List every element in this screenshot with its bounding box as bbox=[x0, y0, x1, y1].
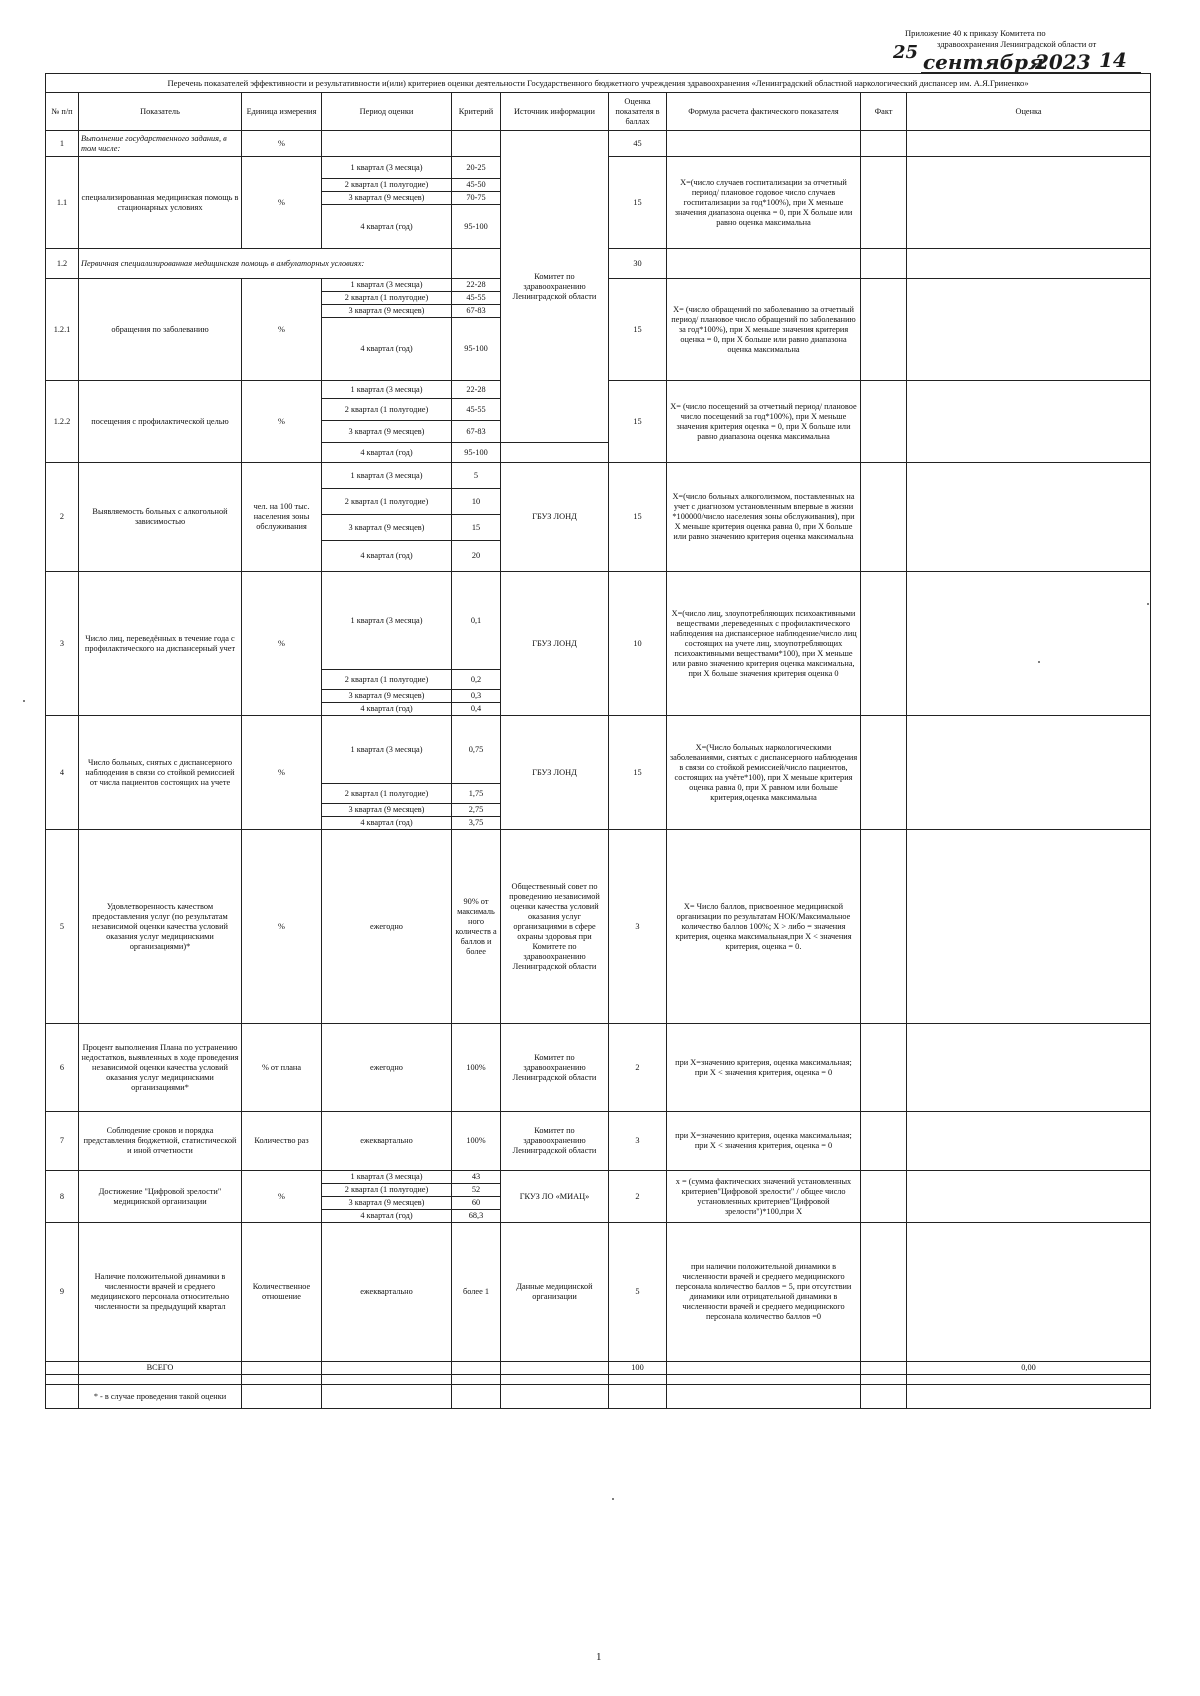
period-cell: 4 квартал (год) bbox=[322, 318, 452, 381]
row-points: 15 bbox=[609, 463, 667, 572]
page-number: 1 bbox=[596, 1651, 602, 1663]
row-points: 15 bbox=[609, 716, 667, 830]
period-cell: 1 квартал (3 месяца) bbox=[322, 716, 452, 784]
criterion-cell: 45-55 bbox=[452, 292, 501, 305]
period-cell: 2 квартал (1 полугодие) bbox=[322, 670, 452, 690]
header-fact: Факт bbox=[861, 93, 907, 131]
annex-line-2: здравоохранения Ленинградской области от bbox=[937, 39, 1097, 49]
row-formula: Х= (число обращений по заболеванию за отчетный период/ плановое число обращений по заболеванию за год*100%), при Х меньше значения критерия оценка = 0, при Х больше или равно диапазона оценка максимальна bbox=[667, 279, 861, 381]
row-unit: % bbox=[242, 830, 322, 1024]
row-indicator: Удовлетворенность качеством предоставления услуг (по результатам независимой оценки качества условий оказания услуг медицинскими организациями)* bbox=[79, 830, 242, 1024]
criterion-cell: 100% bbox=[452, 1024, 501, 1112]
row-num: 2 bbox=[46, 463, 79, 572]
row-source: Данные медицинской организации bbox=[501, 1223, 609, 1362]
row-num: 1 bbox=[46, 131, 79, 157]
criterion-cell: 0,75 bbox=[452, 716, 501, 784]
row-source: Комитет по здравоохранению Ленинградской области bbox=[501, 131, 609, 443]
period-cell: ежеквартально bbox=[322, 1223, 452, 1362]
total-score: 0,00 bbox=[907, 1362, 1151, 1375]
row-indicator: Число больных, снятых с диспансерного наблюдения в связи со стойкой ремиссией от числа пациентов состоящих на учете bbox=[79, 716, 242, 830]
table-title: Перечень показателей эффективности и результативности и(или) критериев оценки деятельности Государственного бюджетного учреждения здравоохранения «Ленинградский областной наркологический диспансер им. А.Я.Гриненко» bbox=[46, 74, 1151, 93]
criterion-cell: 15 bbox=[452, 515, 501, 541]
row-points: 2 bbox=[609, 1024, 667, 1112]
period-cell: 3 квартал (9 месяцев) bbox=[322, 305, 452, 318]
table-row bbox=[46, 463, 1151, 489]
period-cell: 1 квартал (3 месяца) bbox=[322, 279, 452, 292]
row-points: 45 bbox=[609, 131, 667, 157]
row-unit: % от плана bbox=[242, 1024, 322, 1112]
row-indicator: Наличие положительной динамики в численности врачей и среднего медицинского персонала относительно численности за предыдущий квартал bbox=[79, 1223, 242, 1362]
footnote: * - в случае проведения такой оценки bbox=[79, 1385, 242, 1409]
table-row bbox=[46, 1223, 1151, 1362]
row-points: 30 bbox=[609, 249, 667, 279]
row-unit: % bbox=[242, 381, 322, 463]
criterion-cell: 100% bbox=[452, 1112, 501, 1171]
period-cell: 2 квартал (1 полугодие) bbox=[322, 1184, 452, 1197]
criterion-cell: 45-55 bbox=[452, 399, 501, 421]
footnote-row bbox=[46, 1385, 1151, 1409]
period-cell: 2 квартал (1 полугодие) bbox=[322, 399, 452, 421]
header-num: № п/п bbox=[46, 93, 79, 131]
row-points: 3 bbox=[609, 1112, 667, 1171]
scan-speck bbox=[1147, 603, 1149, 605]
period-cell: 3 квартал (9 месяцев) bbox=[322, 515, 452, 541]
period-cell: 3 квартал (9 месяцев) bbox=[322, 192, 452, 205]
criterion-cell: 60 bbox=[452, 1197, 501, 1210]
period-cell: 4 квартал (год) bbox=[322, 817, 452, 830]
header-score: Оценка bbox=[907, 93, 1151, 131]
row-source: ГКУЗ ЛО «МИАЦ» bbox=[501, 1171, 609, 1223]
criterion-cell: 22-28 bbox=[452, 279, 501, 292]
criterion-cell: 5 bbox=[452, 463, 501, 489]
row-formula: Х= (число посещений за отчетный период/ плановое число посещений за год*100%), при Х меньше значения критерия оценка = 0, при Х больше или равно диапазона оценка максимальна bbox=[667, 381, 861, 463]
row-unit: % bbox=[242, 131, 322, 157]
row-unit: Количество раз bbox=[242, 1112, 322, 1171]
period-cell: 1 квартал (3 месяца) bbox=[322, 463, 452, 489]
row-indicator: Процент выполнения Плана по устранению недостатков, выявленных в ходе проведения независимой оценки качества условий оказания услуг медицинскими организациями* bbox=[79, 1024, 242, 1112]
criterion-cell: 95-100 bbox=[452, 205, 501, 249]
indicators-table bbox=[45, 73, 1151, 1409]
criterion-cell: 68,3 bbox=[452, 1210, 501, 1223]
header-period: Период оценки bbox=[322, 93, 452, 131]
period-cell: 1 квартал (3 месяца) bbox=[322, 572, 452, 670]
table-row bbox=[46, 572, 1151, 670]
table-title-row bbox=[46, 74, 1151, 93]
header-points: Оценка показателя в баллах bbox=[609, 93, 667, 131]
row-num: 8 bbox=[46, 1171, 79, 1223]
row-formula: Х=(число больных алкоголизмом, поставленных на учет с диагнозом установленным впервые в жизни *100000/число населения зоны обслуживания), при Х меньше критерия оценка равна 0, при Х больше или равно значению критерия оценка максимальна bbox=[667, 463, 861, 572]
period-cell: 2 квартал (1 полугодие) bbox=[322, 784, 452, 804]
period-cell: 4 квартал (год) bbox=[322, 1210, 452, 1223]
row-indicator: Соблюдение сроков и порядка представления бюджетной, статистической и иной отчетности bbox=[79, 1112, 242, 1171]
period-cell: 2 квартал (1 полугодие) bbox=[322, 179, 452, 192]
header-row bbox=[46, 93, 1151, 131]
criterion-cell: 67-83 bbox=[452, 421, 501, 443]
row-points: 15 bbox=[609, 157, 667, 249]
row-source: Общественный совет по проведению независимой оценки качества условий оказания услуг организациями в сфере охраны здоровья при Комитете по здравоохранению Ленинградской области bbox=[501, 830, 609, 1024]
row-num: 1.2.1 bbox=[46, 279, 79, 381]
table-row bbox=[46, 1112, 1151, 1171]
row-indicator: Число лиц, переведённых в течение года с профилактического на диспансерный учет bbox=[79, 572, 242, 716]
row-formula: х = (сумма фактических значений установленных критериев"Цифровой зрелости" / общее число установленных критериев"Цифровой зрелости")*100,при Х bbox=[667, 1171, 861, 1223]
criterion-cell: 52 bbox=[452, 1184, 501, 1197]
row-num: 1.2 bbox=[46, 249, 79, 279]
criterion-cell: 10 bbox=[452, 489, 501, 515]
row-unit: % bbox=[242, 716, 322, 830]
row-formula: Х=(Число больных наркологическими заболеваниями, снятых с диспансерного наблюдения в связи со стойкой ремиссией/число пациентов, состоящих на учёте*100), при Х меньше критерия оценка равна 0, при Х равном или больше критерия,оценка максимальна bbox=[667, 716, 861, 830]
criterion-cell: 0,3 bbox=[452, 690, 501, 703]
table-row bbox=[46, 1024, 1151, 1112]
annex-header bbox=[905, 28, 1145, 50]
criterion-cell: 0,4 bbox=[452, 703, 501, 716]
criterion-cell: 90% от максималь ного количеств а баллов и более bbox=[452, 830, 501, 1024]
table-row bbox=[46, 716, 1151, 784]
row-source: ГБУЗ ЛОНД bbox=[501, 463, 609, 572]
sign-day: 25 bbox=[893, 42, 919, 63]
criterion-cell: 2,75 bbox=[452, 804, 501, 817]
row-num: 9 bbox=[46, 1223, 79, 1362]
row-indicator: специализированная медицинская помощь в стационарных условиях bbox=[79, 157, 242, 249]
criterion-cell: более 1 bbox=[452, 1223, 501, 1362]
criterion-cell: 20-25 bbox=[452, 157, 501, 179]
period-cell: 2 квартал (1 полугодие) bbox=[322, 489, 452, 515]
criterion-cell: 0,2 bbox=[452, 670, 501, 690]
table-row bbox=[46, 131, 1151, 157]
row-points: 3 bbox=[609, 830, 667, 1024]
criterion-cell: 95-100 bbox=[452, 443, 501, 463]
row-unit: % bbox=[242, 572, 322, 716]
sign-year: 2023 bbox=[1035, 50, 1091, 74]
row-points: 5 bbox=[609, 1223, 667, 1362]
period-cell: 1 квартал (3 месяца) bbox=[322, 157, 452, 179]
period-cell: ежеквартально bbox=[322, 1112, 452, 1171]
row-formula: Х=(число случаев госпитализации за отчетный период/ плановое годовое число случаев госпитализации за год*100%), при Х меньше значения диапазона оценка = 0, при Х больше или равно оценка максимальна bbox=[667, 157, 861, 249]
period-cell: 4 квартал (год) bbox=[322, 541, 452, 572]
row-indicator: посещения с профилактической целью bbox=[79, 381, 242, 463]
scan-speck bbox=[1038, 661, 1040, 663]
period-cell: 3 квартал (9 месяцев) bbox=[322, 1197, 452, 1210]
row-num: 3 bbox=[46, 572, 79, 716]
row-unit: % bbox=[242, 1171, 322, 1223]
row-points: 2 bbox=[609, 1171, 667, 1223]
period-cell: 4 квартал (год) bbox=[322, 703, 452, 716]
row-unit: % bbox=[242, 279, 322, 381]
row-unit: Количественное отношение bbox=[242, 1223, 322, 1362]
total-points: 100 bbox=[609, 1362, 667, 1375]
period-cell: 2 квартал (1 полугодие) bbox=[322, 292, 452, 305]
total-row bbox=[46, 1362, 1151, 1375]
criterion-cell: 1,75 bbox=[452, 784, 501, 804]
row-num: 5 bbox=[46, 830, 79, 1024]
row-formula: Х=(число лиц, злоупотребляющих психоактивными веществами ,переведенных с профилактического наблюдения на диспансерное наблюдение/число лиц состоящих на учете лиц, злоупотребляющих психоактивными веществами*100), при Х меньше или равно значению критерия оценка максимальна, при Х больше значения критерия оценка 0 bbox=[667, 572, 861, 716]
table-row bbox=[46, 1171, 1151, 1184]
row-source: Комитет по здравоохранению Ленинградской области bbox=[501, 1112, 609, 1171]
row-points: 10 bbox=[609, 572, 667, 716]
criterion-cell: 95-100 bbox=[452, 318, 501, 381]
criterion-cell: 45-50 bbox=[452, 179, 501, 192]
row-num: 1.1 bbox=[46, 157, 79, 249]
sign-number: 14 bbox=[1099, 48, 1127, 72]
row-points: 15 bbox=[609, 381, 667, 463]
criterion-cell: 70-75 bbox=[452, 192, 501, 205]
table-row bbox=[46, 830, 1151, 1024]
header-indicator: Показатель bbox=[79, 93, 242, 131]
row-source: ГБУЗ ЛОНД bbox=[501, 716, 609, 830]
period-cell: 3 квартал (9 месяцев) bbox=[322, 690, 452, 703]
header-unit: Единица измерения bbox=[242, 93, 322, 131]
period-cell: ежегодно bbox=[322, 830, 452, 1024]
scan-speck bbox=[23, 700, 25, 702]
row-formula: Х= Число баллов, присвоенное медицинской организации по результатам НОК/Максимальное количество баллов 100%; Х > либо = значения критерия, оценка максимальная,при Х < значения критерия, оценка = 0. bbox=[667, 830, 861, 1024]
row-source: ГБУЗ ЛОНД bbox=[501, 572, 609, 716]
row-formula: при наличии положительной динамики в численности врачей и среднего медицинского персонала количество баллов = 5, при отсутствии динамики или отрицательной динамики в численности врачей и среднего медицинского персонала количество баллов =0 bbox=[667, 1223, 861, 1362]
annex-line-1: Приложение 40 к приказу Комитета по bbox=[905, 28, 1046, 38]
period-cell: 4 квартал (год) bbox=[322, 205, 452, 249]
row-indicator: Выявляемость больных с алкогольной зависимостью bbox=[79, 463, 242, 572]
period-cell: 1 квартал (3 месяца) bbox=[322, 1171, 452, 1184]
sign-month: сентября bbox=[923, 50, 1044, 74]
header-source: Источник информации bbox=[501, 93, 609, 131]
period-cell: ежегодно bbox=[322, 1024, 452, 1112]
row-points: 15 bbox=[609, 279, 667, 381]
criterion-cell: 3,75 bbox=[452, 817, 501, 830]
row-num: 4 bbox=[46, 716, 79, 830]
row-formula: при Х=значению критерия, оценка максимальная; при Х < значения критерия, оценка = 0 bbox=[667, 1024, 861, 1112]
row-indicator: Выполнение государственного задания, в том числе: bbox=[79, 131, 242, 157]
criterion-cell: 67-83 bbox=[452, 305, 501, 318]
header-formula: Формула расчета фактического показателя bbox=[667, 93, 861, 131]
header-criterion: Критерий bbox=[452, 93, 501, 131]
row-num: 7 bbox=[46, 1112, 79, 1171]
total-label: ВСЕГО bbox=[79, 1362, 242, 1375]
period-cell: 1 квартал (3 месяца) bbox=[322, 381, 452, 399]
period-cell: 3 квартал (9 месяцев) bbox=[322, 804, 452, 817]
row-indicator: Достижение "Цифровой зрелости" медицинской организации bbox=[79, 1171, 242, 1223]
row-formula: при Х=значению критерия, оценка максимальная; при Х < значения критерия, оценка = 0 bbox=[667, 1112, 861, 1171]
row-num: 6 bbox=[46, 1024, 79, 1112]
row-unit: чел. на 100 тыс. населения зоны обслуживания bbox=[242, 463, 322, 572]
period-cell: 3 квартал (9 месяцев) bbox=[322, 421, 452, 443]
row-num: 1.2.2 bbox=[46, 381, 79, 463]
scan-speck bbox=[612, 1498, 614, 1500]
criterion-cell: 20 bbox=[452, 541, 501, 572]
criterion-cell: 0,1 bbox=[452, 572, 501, 670]
row-source: Комитет по здравоохранению Ленинградской области bbox=[501, 1024, 609, 1112]
spacer-row bbox=[46, 1375, 1151, 1385]
row-unit: % bbox=[242, 157, 322, 249]
period-cell: 4 квартал (год) bbox=[322, 443, 452, 463]
criterion-cell: 22-28 bbox=[452, 381, 501, 399]
row-indicator: обращения по заболеванию bbox=[79, 279, 242, 381]
row-indicator: Первичная специализированная медицинская помощь в амбулаторных условиях: bbox=[79, 249, 452, 279]
criterion-cell: 43 bbox=[452, 1171, 501, 1184]
